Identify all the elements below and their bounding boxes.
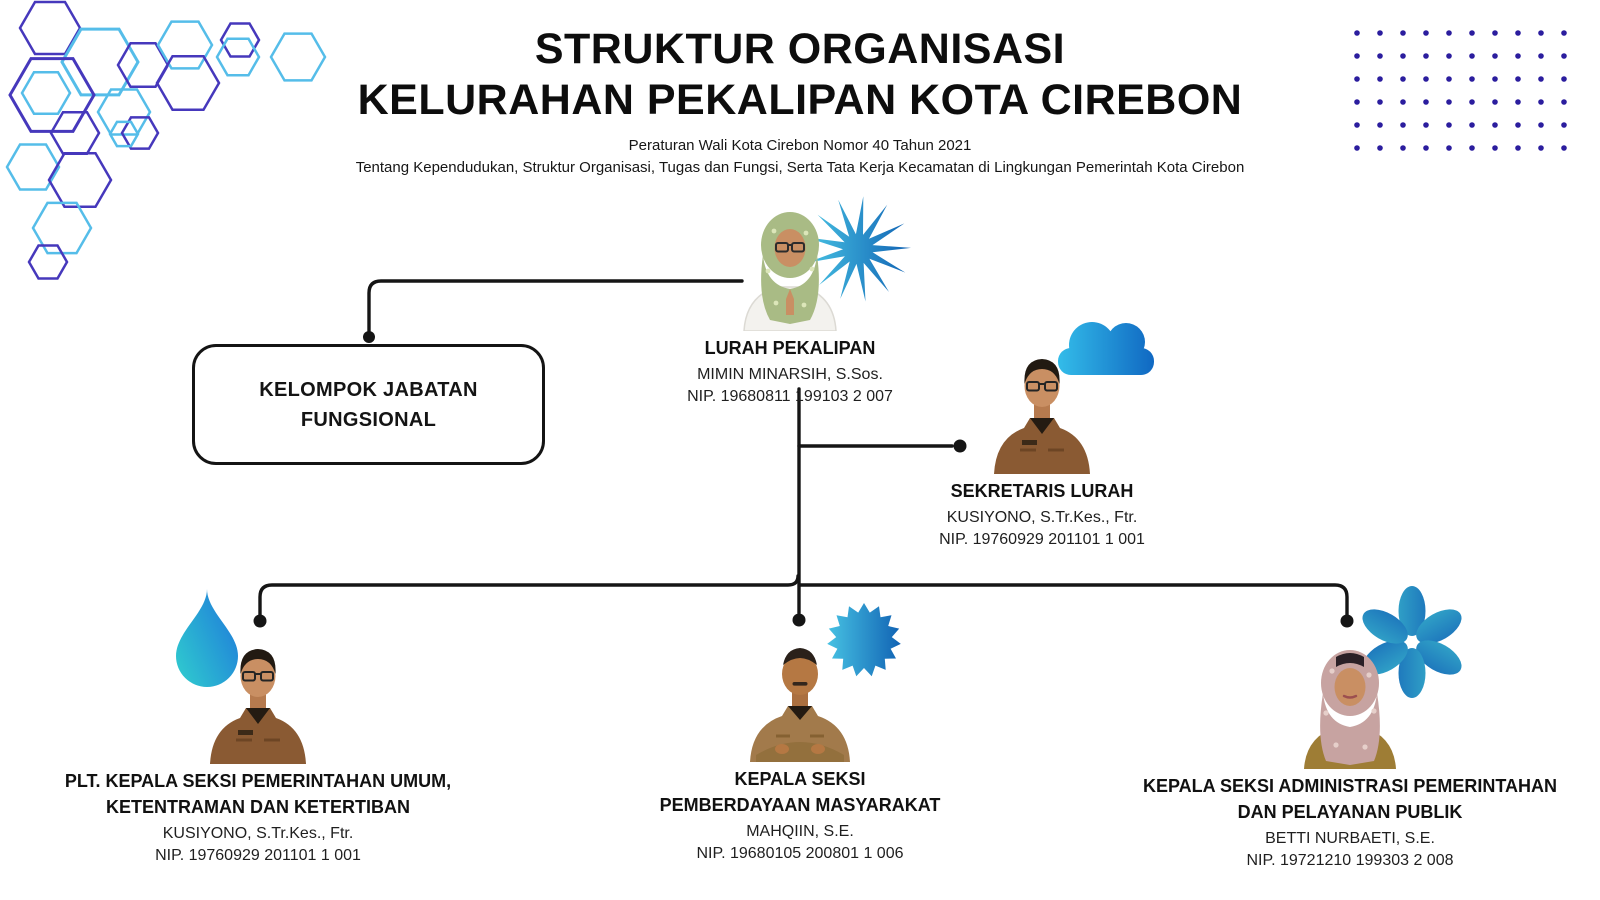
role-title-seksi-administrasi-line2: DAN PELAYANAN PUBLIK — [1237, 802, 1463, 822]
person-sekretaris — [872, 344, 1212, 549]
photo-sekretaris-man-brown-uniform-icon — [980, 344, 1104, 474]
role-title-seksi-pemerintahan-line1: PLT. KEPALA SEKSI PEMERINTAHAN UMUM, — [64, 771, 452, 791]
person-nip-lurah: NIP. 19680811 199103 2 007 — [687, 388, 893, 405]
person-name-seksi-pemerintahan: KUSIYONO, S.Tr.Kes., Ftr. — [162, 825, 354, 842]
role-title-sekretaris: SEKRETARIS LURAH — [950, 481, 1134, 501]
header — [0, 24, 1600, 179]
role-title-seksi-administrasi-line1: KEPALA SEKSI ADMINISTRASI PEMERINTAHAN — [1142, 776, 1558, 796]
functional-group-label-line2: FUNGSIONAL — [300, 408, 437, 431]
person-name-seksi-pemberdayaan: MAHQIIN, S.E. — [746, 823, 854, 840]
photo-seksi-administrasi-woman-pink-hijab-icon — [1288, 639, 1412, 769]
photo-seksi-pemerintahan-man-brown-uniform-icon — [196, 634, 320, 764]
functional-group-box — [192, 344, 545, 465]
dot-seksi-right — [1341, 615, 1354, 628]
person-name-seksi-administrasi: BETTI NURBAETI, S.E. — [1265, 830, 1435, 847]
person-seksi-administrasi — [1105, 639, 1595, 870]
role-title-seksi-pemberdayaan-line2: PEMBERDAYAAN MASYARAKAT — [659, 795, 941, 815]
functional-group-label-line1: KELOMPOK JABATAN — [259, 378, 478, 401]
person-name-lurah: MIMIN MINARSIH, S.Sos. — [697, 366, 883, 383]
role-title-lurah: LURAH PEKALIPAN — [704, 338, 876, 358]
person-nip-seksi-administrasi: NIP. 19721210 199303 2 008 — [1246, 852, 1454, 869]
photo-seksi-pemberdayaan-man-crossed-arms-icon — [738, 632, 862, 762]
dot-seksi-left — [254, 615, 267, 628]
subtitle-line2: Tentang Kependudukan, Struktur Organisasi, Tugas dan Fungsi, Serta Tata Kerja Kecamatan di Lingkungan Pemerintah Kota Cirebon — [355, 159, 1245, 177]
connector-spine-left — [260, 576, 798, 615]
person-seksi-pemerintahan — [13, 634, 503, 865]
page-title-line2: KELURAHAN PEKALIPAN KOTA CIREBON — [357, 75, 1243, 124]
person-name-sekretaris: KUSIYONO, S.Tr.Kes., Ftr. — [946, 509, 1138, 526]
photo-lurah-woman-green-hijab-icon — [728, 201, 852, 331]
role-title-seksi-pemberdayaan-line1: KEPALA SEKSI — [734, 769, 866, 789]
role-title-seksi-pemerintahan-line2: KETENTRAMAN DAN KETERTIBAN — [106, 797, 410, 817]
person-nip-sekretaris: NIP. 19760929 201101 1 001 — [939, 531, 1145, 548]
person-nip-seksi-pemerintahan: NIP. 19760929 201101 1 001 — [155, 847, 361, 864]
subtitle — [0, 135, 1600, 179]
dot-seksi-middle — [793, 614, 806, 627]
page-title-line1: STRUKTUR ORGANISASI — [534, 25, 1066, 73]
subtitle-line1: Peraturan Wali Kota Cirebon Nomor 40 Tahun 2021 — [628, 137, 972, 155]
dot-functional-group — [363, 331, 375, 343]
person-seksi-pemberdayaan — [555, 632, 1045, 863]
person-nip-seksi-pemberdayaan: NIP. 19680105 200801 1 006 — [696, 845, 904, 862]
connector-spine-right — [800, 585, 1347, 615]
